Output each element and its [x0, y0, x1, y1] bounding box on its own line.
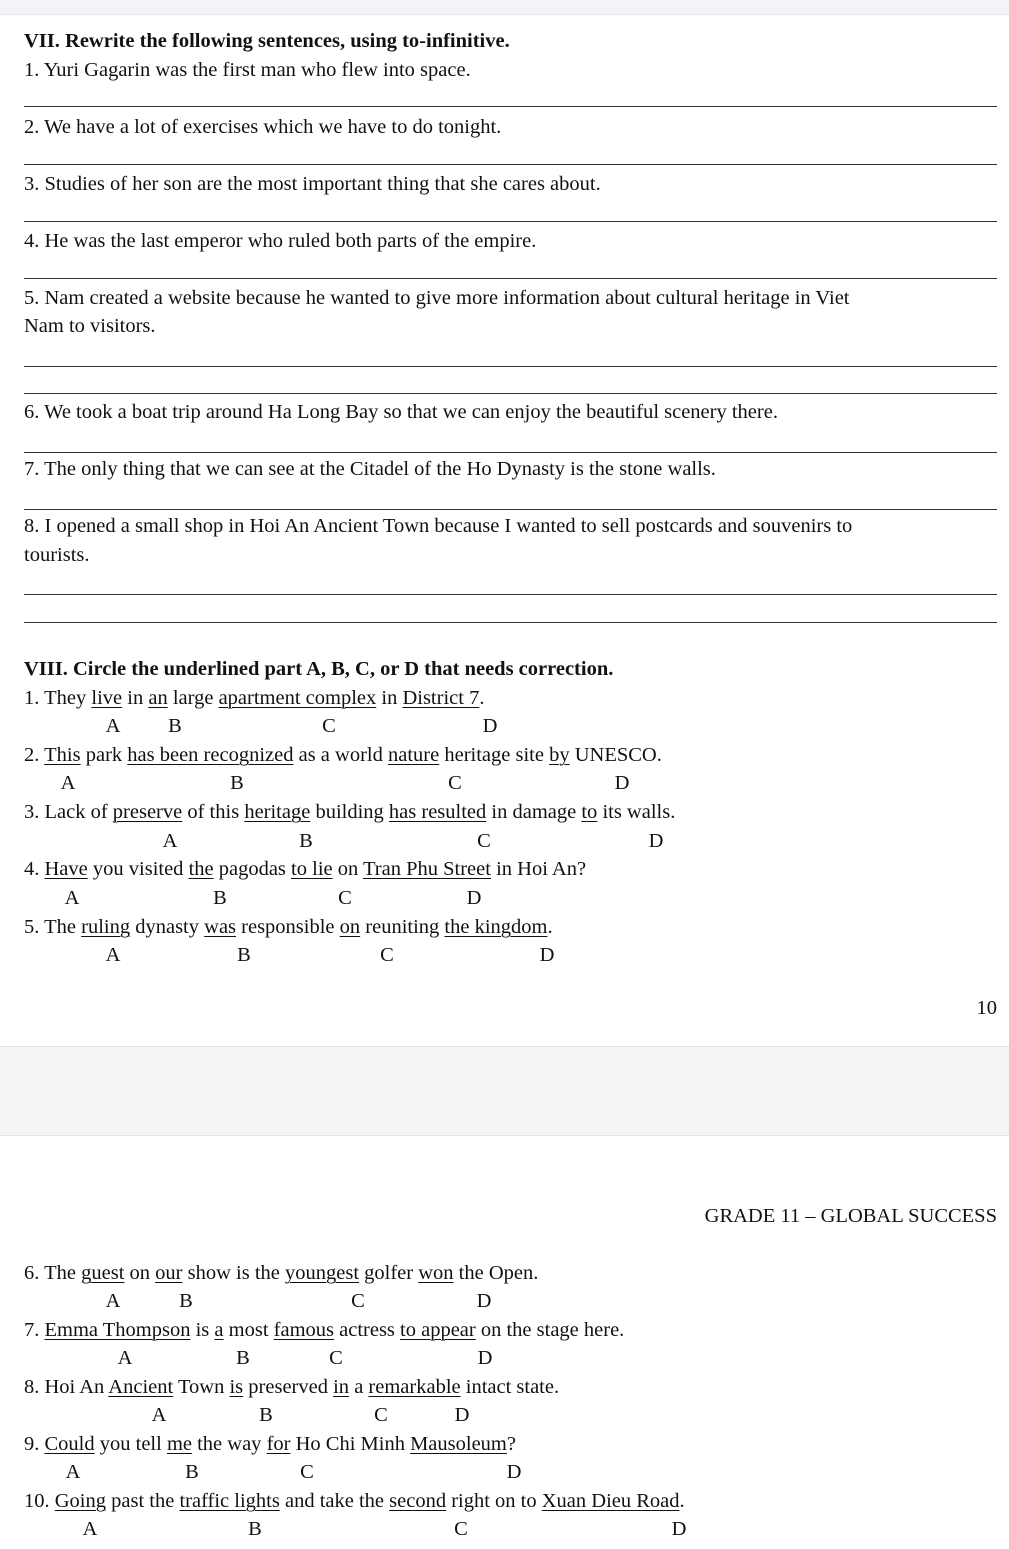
question-10: 10. Going past the traffic lights and take the second right on to Xuan Dieu Road. — [24, 1490, 685, 1512]
answer-line[interactable] — [24, 622, 997, 623]
label-c: C — [477, 830, 491, 852]
label-c: C — [351, 1290, 365, 1312]
part-b[interactable]: a — [214, 1319, 224, 1341]
label-d: D — [454, 1404, 470, 1426]
label-d: D — [671, 1518, 687, 1540]
question-5: 5. The ruling dynasty was responsible on reuniting the kingdom. — [24, 916, 553, 938]
answer-line[interactable] — [24, 509, 997, 510]
label-d: D — [648, 830, 664, 852]
section7-item-1: 1. Yuri Gagarin was the first man who flew into space. — [24, 59, 471, 81]
section7-item-5-cont: Nam to visitors. — [24, 315, 156, 337]
part-a[interactable]: ruling — [81, 916, 131, 938]
label-c: C — [300, 1461, 314, 1483]
section7-item-3: 3. Studies of her son are the most important thing that she cares about. — [24, 173, 601, 195]
answer-line[interactable] — [24, 221, 997, 222]
part-a[interactable]: Ancient — [108, 1376, 174, 1398]
answer-line[interactable] — [24, 594, 997, 595]
part-d[interactable]: by — [549, 744, 570, 766]
part-d[interactable]: Xuan Dieu Road — [541, 1490, 680, 1512]
section7-item-5: 5. Nam created a website because he wanted to give more information about cultural heritage in Viet — [24, 287, 850, 309]
label-a: A — [117, 1347, 133, 1369]
label-b: B — [168, 715, 182, 737]
question-2: 2. This park has been recognized as a world nature heritage site by UNESCO. — [24, 744, 662, 766]
label-b: B — [237, 944, 251, 966]
part-d[interactable]: Mausoleum — [410, 1433, 507, 1455]
label-a: A — [162, 830, 178, 852]
label-d: D — [506, 1461, 522, 1483]
label-b: B — [299, 830, 313, 852]
label-b: B — [185, 1461, 199, 1483]
part-b[interactable]: is — [229, 1376, 244, 1398]
part-d[interactable]: the kingdom — [444, 916, 548, 938]
part-d[interactable]: won — [418, 1262, 454, 1284]
label-b: B — [259, 1404, 273, 1426]
part-a[interactable]: guest — [81, 1262, 125, 1284]
section7-item-7: 7. The only thing that we can see at the Citadel of the Ho Dynasty is the stone walls. — [24, 458, 716, 480]
label-b: B — [230, 772, 244, 794]
part-b[interactable]: traffic lights — [179, 1490, 280, 1512]
label-b: B — [179, 1290, 193, 1312]
part-b[interactable]: was — [204, 916, 237, 938]
section7-item-8: 8. I opened a small shop in Hoi An Ancient Town because I wanted to sell postcards and souvenirs to — [24, 515, 853, 537]
part-a[interactable]: live — [91, 687, 123, 709]
part-c[interactable]: in — [333, 1376, 350, 1398]
answer-line[interactable] — [24, 164, 997, 165]
section7-item-6: 6. We took a boat trip around Ha Long Bay so that we can enjoy the beautiful scenery there. — [24, 401, 778, 423]
part-c[interactable]: on — [339, 916, 361, 938]
part-c[interactable]: second — [389, 1490, 447, 1512]
label-d: D — [477, 1347, 493, 1369]
label-b: B — [213, 887, 227, 909]
section8-title: VIII. Circle the underlined part A, B, C, or D that needs correction. — [24, 658, 614, 680]
label-b: B — [236, 1347, 250, 1369]
label-b: B — [248, 1518, 262, 1540]
label-c: C — [329, 1347, 343, 1369]
part-b[interactable]: the — [188, 858, 214, 880]
part-c[interactable]: nature — [388, 744, 440, 766]
question-6: 6. The guest on our show is the youngest golfer won the Open. — [24, 1262, 539, 1284]
part-c[interactable]: apartment complex — [218, 687, 377, 709]
label-d: D — [476, 1290, 492, 1312]
part-b[interactable]: has been recognized — [127, 744, 294, 766]
question-7: 7. Emma Thompson is a most famous actress to appear on the stage here. — [24, 1319, 625, 1341]
label-a: A — [151, 1404, 167, 1426]
label-c: C — [454, 1518, 468, 1540]
page-number: 10 — [976, 997, 997, 1019]
label-c: C — [380, 944, 394, 966]
part-c[interactable]: famous — [273, 1319, 334, 1341]
answer-line[interactable] — [24, 366, 997, 367]
part-d[interactable]: remarkable — [368, 1376, 461, 1398]
answer-line[interactable] — [24, 106, 997, 107]
label-c: C — [322, 715, 336, 737]
answer-line[interactable] — [24, 393, 997, 394]
label-a: A — [64, 887, 80, 909]
label-d: D — [482, 715, 498, 737]
part-d[interactable]: District 7 — [402, 687, 480, 709]
page-gap — [0, 1046, 1009, 1136]
part-d[interactable]: to appear — [400, 1319, 476, 1341]
part-a[interactable]: Could — [44, 1433, 95, 1455]
part-c[interactable]: for — [266, 1433, 291, 1455]
question-9: 9. Could you tell me the way for Ho Chi Minh Mausoleum? — [24, 1433, 516, 1455]
top-strip — [0, 0, 1009, 15]
part-a[interactable]: Have — [44, 858, 88, 880]
section7-item-4: 4. He was the last emperor who ruled both parts of the empire. — [24, 230, 537, 252]
section7-item-8-cont: tourists. — [24, 544, 90, 566]
page-header: GRADE 11 – GLOBAL SUCCESS — [704, 1205, 997, 1227]
part-a[interactable]: Going — [54, 1490, 106, 1512]
label-c: C — [374, 1404, 388, 1426]
label-d: D — [614, 772, 630, 794]
part-d[interactable]: Tran Phu Street — [363, 858, 491, 880]
section7-title: VII. Rewrite the following sentences, using to-infinitive. — [24, 30, 510, 52]
part-d[interactable]: to — [581, 801, 598, 823]
question-3: 3. Lack of preserve of this heritage building has resulted in damage to its walls. — [24, 801, 676, 823]
part-a[interactable]: preserve — [112, 801, 183, 823]
question-1: 1. They live in an large apartment complex in District 7. — [24, 687, 485, 709]
label-a: A — [65, 1461, 81, 1483]
label-a: A — [105, 715, 121, 737]
part-b[interactable]: an — [148, 687, 168, 709]
part-b[interactable]: our — [155, 1262, 183, 1284]
label-c: C — [448, 772, 462, 794]
part-b[interactable]: heritage — [244, 801, 311, 823]
part-c[interactable]: has resulted — [388, 801, 487, 823]
answer-line[interactable] — [24, 452, 997, 453]
part-a[interactable]: This — [44, 744, 81, 766]
label-a: A — [82, 1518, 98, 1540]
label-d: D — [466, 887, 482, 909]
part-c[interactable]: to lie — [291, 858, 333, 880]
label-a: A — [105, 1290, 121, 1312]
label-d: D — [539, 944, 555, 966]
label-a: A — [105, 944, 121, 966]
part-c[interactable]: youngest — [285, 1262, 360, 1284]
section7-item-2: 2. We have a lot of exercises which we have to do tonight. — [24, 116, 502, 138]
question-4: 4. Have you visited the pagodas to lie on Tran Phu Street in Hoi An? — [24, 858, 587, 880]
part-a[interactable]: Emma Thompson — [44, 1319, 191, 1341]
part-b[interactable]: me — [166, 1433, 192, 1455]
label-a: A — [60, 772, 76, 794]
answer-line[interactable] — [24, 278, 997, 279]
question-8: 8. Hoi An Ancient Town is preserved in a remarkable intact state. — [24, 1376, 560, 1398]
label-c: C — [338, 887, 352, 909]
